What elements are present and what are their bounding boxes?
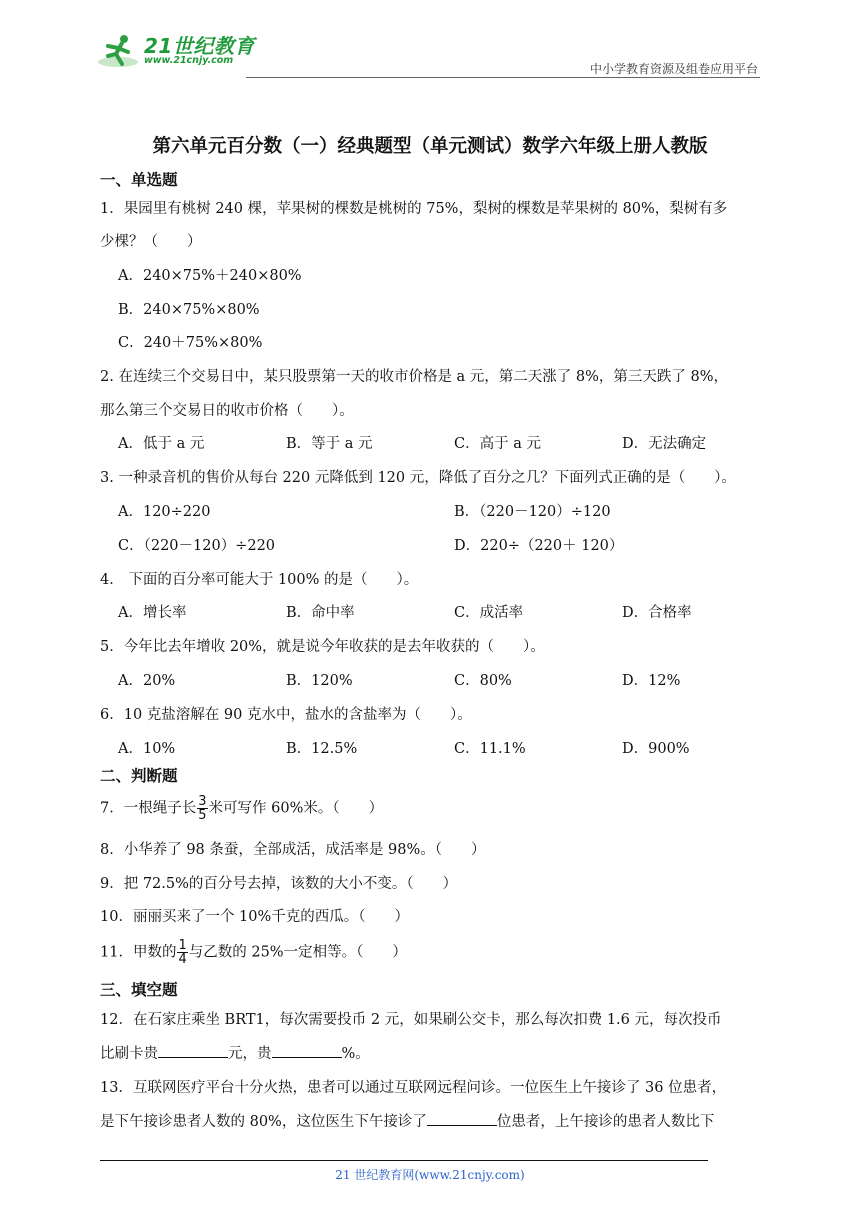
question-4-option-c: C．成活率 bbox=[454, 605, 524, 621]
fraction-denominator: 5 bbox=[198, 808, 207, 823]
fraction-numerator: 1 bbox=[178, 938, 187, 953]
question-12-line-1: 12．在石家庄乘坐 BRT1，每次需要投币 2 元，如果刷公交卡，那么每次扣费 1.6 元，每次投币 bbox=[100, 1012, 722, 1028]
question-13-line-1: 13．互联网医疗平台十分火热，患者可以通过互联网远程问诊。一位医生上午接诊了 36 位患者， bbox=[100, 1080, 727, 1096]
answer-blank-1[interactable] bbox=[158, 1043, 228, 1058]
question-11 bbox=[100, 939, 407, 966]
question-7-text-pre: 7．一根绳子长 bbox=[100, 800, 197, 817]
question-2-option-a: A．低于 a 元 bbox=[118, 436, 205, 452]
question-11-text-post: 与乙数的 25%一定相等。（ ） bbox=[188, 944, 407, 961]
question-2-option-d: D．无法确定 bbox=[622, 436, 707, 452]
question-13-text-a: 是下午接诊患者人数的 80%，这位医生下午接诊了 bbox=[100, 1114, 427, 1130]
answer-blank-3[interactable] bbox=[427, 1111, 497, 1126]
page-header bbox=[96, 28, 760, 78]
question-1-option-a: A．240×75%＋240×80% bbox=[118, 268, 302, 284]
fraction-denominator: 4 bbox=[178, 952, 187, 967]
question-5-line-1: 5．今年比去年增收 20%，就是说今年收获的是去年收获的（ ）。 bbox=[100, 639, 545, 655]
question-3-option-a: A．120÷220 bbox=[118, 504, 211, 520]
fraction-one-quarter bbox=[177, 939, 187, 966]
question-6-option-b: B．12.5% bbox=[286, 741, 358, 757]
footer-text: 21 世纪教育网(www.21cnjy.com) bbox=[335, 1168, 525, 1182]
question-4-option-d: D．合格率 bbox=[622, 605, 692, 621]
question-9: 9．把 72.5%的百分号去掉，该数的大小不变。（ ） bbox=[100, 876, 458, 892]
question-7-text-post: 米可写作 60%米。（ ） bbox=[208, 800, 384, 817]
question-13-line-2 bbox=[100, 1110, 714, 1131]
question-5-option-c: C．80% bbox=[454, 673, 512, 689]
logo-text: 21世纪教育 bbox=[144, 34, 255, 58]
question-6-option-c: C．11.1% bbox=[454, 741, 526, 757]
question-2-line-1: 2. 在连续三个交易日中，某只股票第一天的收市价格是 a 元，第二天涨了 8%，第三天跌了 8%， bbox=[100, 369, 729, 385]
question-4-line-1: 4． 下面的百分率可能大于 100% 的是（ ）。 bbox=[100, 572, 419, 588]
question-2-option-c: C．高于 a 元 bbox=[454, 436, 541, 452]
section-heading-true-false: 二、判断题 bbox=[100, 767, 178, 785]
answer-blank-2[interactable] bbox=[272, 1043, 342, 1058]
question-3-line-1: 3. 一种录音机的售价从每台 220 元降低到 120 元，降低了百分之几？下面列式正确的是（ ）。 bbox=[100, 470, 736, 486]
question-5-option-b: B．120% bbox=[286, 673, 353, 689]
question-6-option-d: D．900% bbox=[622, 741, 690, 757]
question-12-line-2 bbox=[100, 1042, 370, 1063]
header-platform-text: 中小学教育资源及组卷应用平台 bbox=[589, 62, 758, 76]
header-divider bbox=[246, 77, 760, 78]
question-2-option-b: B．等于 a 元 bbox=[286, 436, 373, 452]
question-1-option-b: B．240×75%×80% bbox=[118, 302, 260, 318]
question-6-line-1: 6．10 克盐溶解在 90 克水中，盐水的含盐率为（ ）。 bbox=[100, 707, 472, 723]
question-3-option-d: D．220÷（220＋ 120） bbox=[454, 538, 624, 554]
question-12-text-b: 元，贵 bbox=[228, 1046, 272, 1062]
question-7 bbox=[100, 795, 383, 822]
question-5-option-a: A．20% bbox=[118, 673, 176, 689]
question-3-option-b: B．（220－120）÷120 bbox=[454, 504, 611, 520]
section-heading-fill-blank: 三、填空题 bbox=[100, 981, 178, 999]
page-title: 第六单元百分数（一）经典题型（单元测试）数学六年级上册人教版 bbox=[152, 136, 708, 157]
question-1-option-c: C．240＋75%×80% bbox=[118, 335, 263, 351]
question-4-option-b: B．命中率 bbox=[286, 605, 355, 621]
footer-divider bbox=[100, 1160, 708, 1161]
question-6-option-a: A．10% bbox=[118, 741, 176, 757]
fraction-three-fifths bbox=[197, 795, 207, 822]
fraction-numerator: 3 bbox=[198, 794, 207, 809]
question-8: 8．小华养了 98 条蚕，全部成活，成活率是 98%。（ ） bbox=[100, 842, 486, 858]
question-12-text-a: 比刷卡贵 bbox=[100, 1046, 158, 1062]
question-4-option-a: A．增长率 bbox=[118, 605, 187, 621]
question-2-line-2: 那么第三个交易日的收市价格（ ）。 bbox=[100, 403, 354, 419]
question-1-line-1: 1．果园里有桃树 240 棵，苹果树的棵数是桃树的 75%，梨树的棵数是苹果树的 80%，梨树有多 bbox=[100, 201, 728, 217]
question-3-option-c: C．（220－120）÷220 bbox=[118, 538, 276, 554]
question-13-text-b: 位患者，上午接诊的患者人数比下 bbox=[496, 1114, 715, 1130]
logo-url: www.21cnjy.com bbox=[144, 55, 234, 66]
question-5-option-d: D．12% bbox=[622, 673, 681, 689]
question-12-text-c: %。 bbox=[341, 1046, 370, 1062]
question-10: 10．丽丽买来了一个 10%千克的西瓜。（ ） bbox=[100, 909, 410, 925]
question-11-text-pre: 11．甲数的 bbox=[100, 944, 177, 961]
section-heading-single-choice: 一、单选题 bbox=[100, 171, 178, 189]
question-1-line-2: 少棵？（ ） bbox=[100, 234, 202, 250]
